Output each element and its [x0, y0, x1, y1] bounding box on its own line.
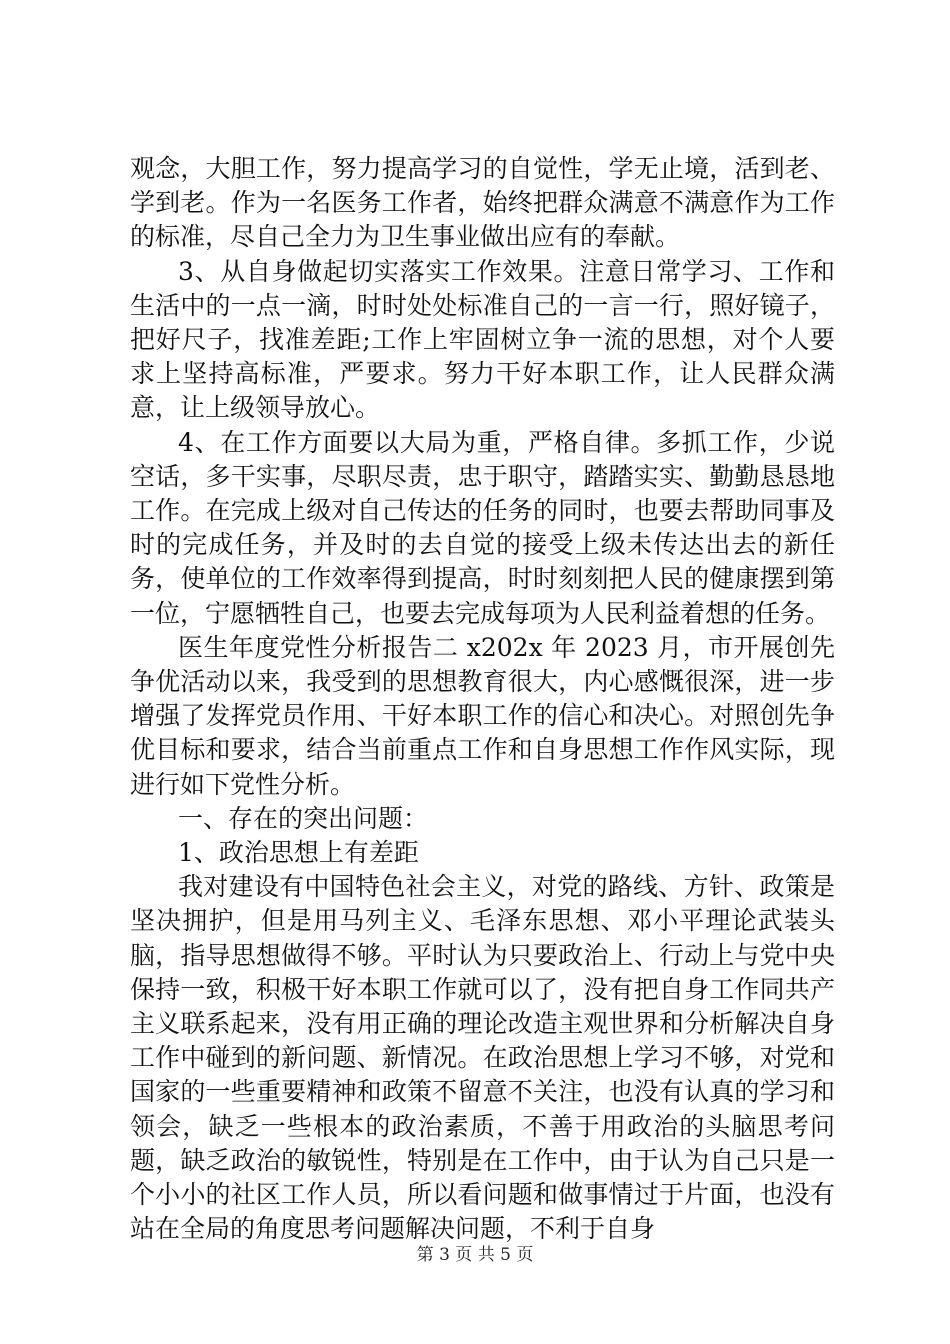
paragraph-3: 4、在工作方面要以大局为重，严格自律。多抓工作，少说空话，多干实事，尽职尽责，忠于职守，踏踏实实、勤勤恳恳地工作。在完成上级对自己传达的任务的同时，也要去帮助同事及时的完成任务，并及时的去自觉的接受上级未传达出去的新任务，使单位的工作效率得到提高，时时刻刻把人民的健康摆到第一位，宁愿牺牲自己，也要去完成每项为人民利益着想的任务。	[130, 427, 835, 628]
section-heading: 一、存在的突出问题：	[178, 803, 429, 833]
page-number-footer: 第 3 页 共 5 页	[416, 1245, 534, 1265]
paragraph-5: 我对建设有中国特色社会主义，对党的路线、方针、政策是坚决拥护，但是用马列主义、毛泽东思想、邓小平理论武装头脑，指导思想做得不够。平时认为只要政治上、行动上与党中央保持一致，积极干好本职工作就可以了，没有把自身工作同共产主义联系起来，没有用正确的理论改造主观世界和分析解决自身工作中碰到的新问题、新情况。在政治思想上学习不够，对党和国家的一些重要精神和政策不留意不关注，也没有认真的学习和领会，缺乏一些根本的政治素质，不善于用政治的头脑思考问题，缺乏政治的敏锐性，特别是在工作中，由于认为自己只是一个小小的社区工作人员，所以看问题和做事情过于片面，也没有站在全局的角度思考问题解决问题，不利于自身	[130, 872, 835, 1244]
paragraph-4: 医生年度党性分析报告二 x202x 年 2023 月，市开展创先争优活动以来，我受到的思想教育很大，内心感慨很深，进一步增强了发挥党员作用、干好本职工作的信心和决心。对照创先争优目标和要求，结合当前重点工作和自身思想工作作风实际，现进行如下党性分析。	[130, 632, 835, 799]
paragraph-1: 观念，大胆工作，努力提高学习的自觉性，学无止境，活到老、学到老。作为一名医务工作者，始终把群众满意不满意作为工作的标准，尽自己全力为卫生事业做出应有的奉献。	[130, 154, 835, 252]
document-body	[130, 152, 835, 1247]
subsection-heading: 1、政治思想上有差距	[178, 838, 419, 868]
paragraph-2: 3、从自身做起切实落实工作效果。注意日常学习、工作和生活中的一点一滴，时时处处标准自己的一言一行，照好镜子，把好尺子，找准差距;工作上牢固树立争一流的思想，对个人要求上坚持高标准，严要求。努力干好本职工作，让人民群众满意，让上级领导放心。	[130, 256, 835, 423]
